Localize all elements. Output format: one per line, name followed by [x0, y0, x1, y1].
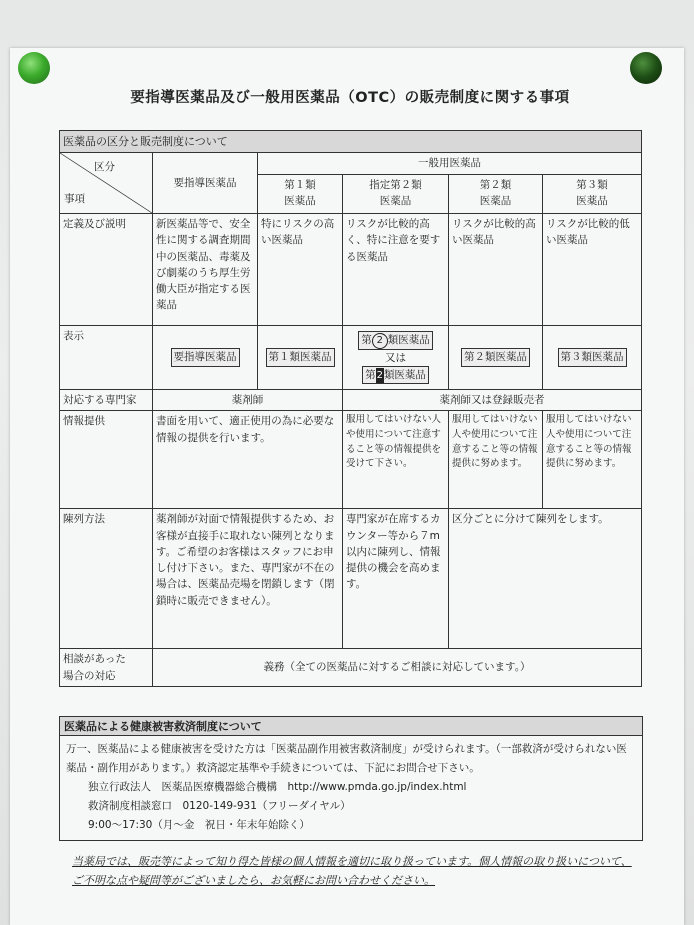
display-method-class2-class3: 区分ごとに分けて陳列をします。	[449, 509, 642, 649]
row-information	[60, 411, 642, 509]
col-head-designated-class2: 指定第２類 医薬品	[343, 175, 449, 214]
display-class2-cell	[449, 326, 543, 390]
row-label-display-method: 陳列方法	[60, 509, 153, 649]
relief-system-section	[59, 716, 643, 841]
display-designated-class2-square-label: 第2類医薬品	[362, 366, 429, 385]
row-label-definition: 定義及び説明	[60, 214, 153, 326]
relief-hours: 9:00～17:30（月～金 祝日・年末年始除く）	[88, 818, 310, 831]
specialist-pharmacist: 薬剤師	[153, 390, 343, 411]
row-consultation	[60, 649, 642, 687]
definition-class2: リスクが比較的高い医薬品	[449, 214, 543, 326]
col-head-youshidou: 要指導医薬品	[153, 153, 258, 214]
row-specialist	[60, 390, 642, 411]
row-display	[60, 326, 642, 390]
relief-description: 万一、医薬品による健康被害を受けた方は「医薬品副作用被害救済制度」が受けられます。（一部救済が受けられない医薬品・副作用があります。）救済認定基準や手続きについては、下記にお問合せ下さい。	[66, 743, 627, 774]
corner-label-kubun: 区分	[94, 161, 115, 174]
row-display-method	[60, 509, 642, 649]
information-class3: 服用してはいけない人や使用について注意すること等の情報提供に努めます。	[543, 411, 642, 509]
display-designated-class2-cell	[343, 326, 449, 390]
otc-sales-system-table	[59, 130, 642, 687]
display-class3-cell	[543, 326, 642, 390]
relief-phone: 救済制度相談窓口 0120-149-931（フリーダイヤル）	[88, 799, 351, 812]
row-label-information: 情報提供	[60, 411, 153, 509]
document-title: 要指導医薬品及び一般用医薬品（OTC）の販売制度に関する事項	[130, 90, 570, 106]
consultation-content: 義務（全ての医薬品に対するご相談に対応しています。）	[153, 649, 642, 687]
display-class1-label: 第１類医薬品	[266, 348, 335, 366]
row-label-specialist: 対応する専門家	[60, 390, 153, 411]
magnet-right-icon	[630, 52, 662, 84]
table-caption: 医薬品の区分と販売制度について	[60, 131, 642, 153]
row-label-consultation: 相談があった 場合の対応	[60, 649, 153, 687]
display-method-designated-class2: 専門家が在席するカウンター等から７m以内に陳列し、情報提供の機会を高めます。	[343, 509, 449, 649]
display-class3-label: 第３類医薬品	[558, 348, 627, 366]
corner-cell	[60, 153, 153, 214]
row-label-display: 表示	[60, 326, 153, 390]
definition-class1: 特にリスクの高い医薬品	[258, 214, 343, 326]
display-method-youshidou-class1: 薬剤師が対面で情報提供するため、お客様が直接手に取れない陳列となります。ご希望のお客様はスタッフにお申し付け下さい。また、専門家が不在の場合は、医薬品売場を閉鎖します（閉鎖時に販売できません）。	[153, 509, 343, 649]
definition-designated-class2: リスクが比較的高く、特に注意を要する医薬品	[343, 214, 449, 326]
boxed-2-icon: 2	[376, 368, 384, 384]
header-row-1	[60, 153, 642, 175]
specialist-pharmacist-or-registered-seller: 薬剤師又は登録販売者	[343, 390, 642, 411]
col-head-class1: 第１類 医薬品	[258, 175, 343, 214]
otc-header: 一般用医薬品	[258, 153, 642, 175]
display-class1-cell	[258, 326, 343, 390]
display-youshidou-cell	[153, 326, 258, 390]
circled-2-icon: 2	[372, 333, 388, 349]
display-or-text: 又は	[385, 351, 406, 364]
privacy-notice: 当薬局では、販売等によって知り得た皆様の個人情報を適切に取り扱っています。個人情報の取り扱いについて、ご不明な点や疑問等がございましたら、お気軽にお問い合わせください。	[72, 855, 632, 888]
relief-body	[60, 736, 642, 840]
display-designated-class2-circle-label: 第 2 類医薬品	[358, 331, 433, 350]
table-caption-row	[60, 131, 642, 153]
display-class2-label: 第２類医薬品	[461, 348, 530, 366]
relief-organization: 独立行政法人 医薬品医療機器総合機構 http://www.pmda.go.jp/index.html	[88, 780, 467, 793]
definition-class3: リスクが比較的低い医薬品	[543, 214, 642, 326]
magnet-left-icon	[18, 52, 50, 84]
definition-youshidou: 新医薬品等で、安全性に関する調査期間中の医薬品、毒薬及び劇薬のうち厚生労働大臣が指定する医薬品	[153, 214, 258, 326]
information-class2: 服用してはいけない人や使用について注意すること等の情報提供に努めます。	[449, 411, 543, 509]
corner-label-jikou: 事項	[64, 193, 85, 206]
information-designated-class2: 服用してはいけない人や使用について注意すること等の情報提供を受けて下さい。	[343, 411, 449, 509]
information-youshidou-class1: 書面を用いて、適正使用の為に必要な情報の提供を行います。	[153, 411, 343, 509]
relief-caption: 医薬品による健康被害救済制度について	[60, 717, 642, 736]
col-head-class3: 第３類 医薬品	[543, 175, 642, 214]
display-youshidou-label: 要指導医薬品	[171, 348, 240, 366]
col-head-class2: 第２類 医薬品	[449, 175, 543, 214]
row-definition	[60, 214, 642, 326]
